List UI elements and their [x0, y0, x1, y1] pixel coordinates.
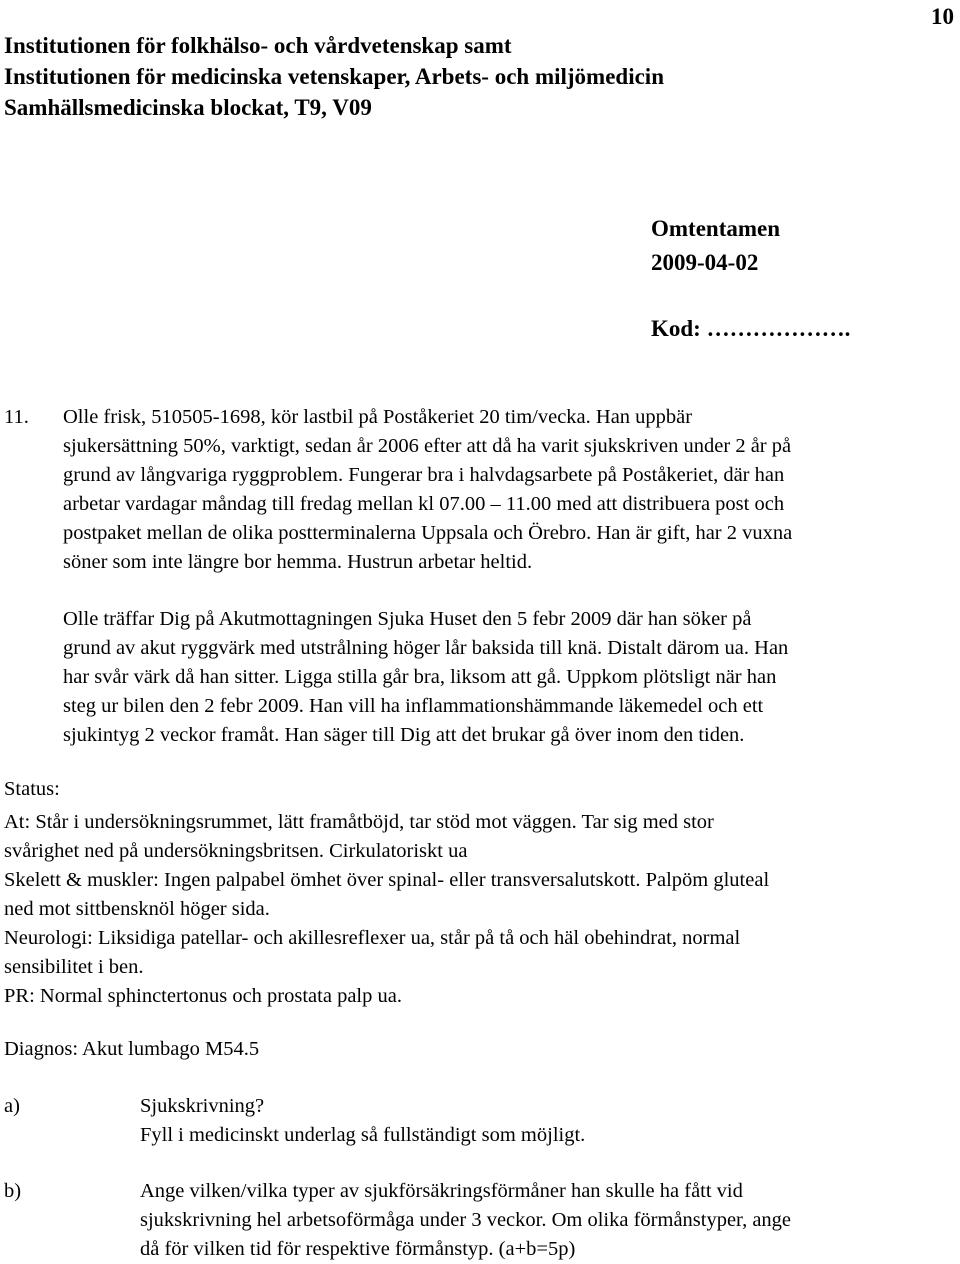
subquestion-a-label: a) [4, 1095, 20, 1117]
question-intro-line: arbetar vardagar måndag till fredag mellan kl 07.00 – 11.00 med att distribuera post och [63, 493, 785, 515]
subquestion-b-text [140, 1177, 955, 1264]
question-intro-line: Olle frisk, 510505-1698, kör lastbil på Poståkeriet 20 tim/vecka. Han uppbär [63, 406, 693, 428]
subquestion-a-text [140, 1092, 955, 1150]
status-line: PR: Normal sphinctertonus och prostata palp ua. [4, 985, 402, 1007]
subquestion-line: sjukskrivning hel arbetsoförmåga under 3 veckor. Om olika förmånstyper, ange [140, 1209, 792, 1231]
question-visit-line: steg ur bilen den 2 febr 2009. Han vill ha inflammationshämmande läkemedel och ett [63, 695, 764, 717]
header-institution-1: Institutionen för folkhälso- och vårdvetenskap samt [4, 33, 512, 58]
exam-title: Omtentamen [651, 216, 781, 241]
status-line: Neurologi: Liksidiga patellar- och akillesreflexer ua, står på tå och häl obehindrat, normal [4, 927, 741, 949]
status-section [4, 775, 954, 1011]
question-visit-line: har svår värk då han sitter. Ligga stilla går bra, liksom att gå. Uppkom plötsligt när han [63, 666, 777, 688]
question-number: 11. [4, 406, 29, 428]
exam-date: 2009-04-02 [651, 250, 759, 275]
question-visit-paragraph [63, 605, 955, 750]
header-institution-2: Institutionen för medicinska vetenskaper, Arbets- och miljömedicin [4, 64, 664, 89]
question-visit-line: sjukintyg 2 veckor framåt. Han säger till Dig att det brukar gå över inom den tiden. [63, 724, 745, 746]
question-intro-line: sjukersättning 50%, varktigt, sedan år 2006 efter att då ha varit sjukskriven under 2 år på [63, 435, 792, 457]
question-visit-line: Olle träffar Dig på Akutmottagningen Sjuka Huset den 5 febr 2009 där han söker på [63, 608, 752, 630]
status-heading: Status: [4, 778, 60, 800]
status-line: At: Står i undersökningsrummet, lätt framåtböjd, tar stöd mot väggen. Tar sig med stor [4, 811, 714, 833]
question-intro-paragraph [63, 403, 955, 577]
page-number: 10 [931, 4, 954, 29]
question-intro-line: grund av långvariga ryggproblem. Fungerar bra i halvdagsarbete på Poståkeriet, där han [63, 464, 785, 486]
subquestion-b-label: b) [4, 1180, 22, 1202]
status-line: sensibilitet i ben. [4, 956, 144, 978]
question-intro-line: söner som inte längre bor hemma. Hustrun arbetar heltid. [63, 551, 533, 573]
subquestion-line: Fyll i medicinskt underlag så fullständigt som möjligt. [140, 1124, 586, 1146]
subquestion-line: då för vilken tid för respektive förmånstyp. (a+b=5p) [140, 1238, 576, 1260]
header-course: Samhällsmedicinska blockat, T9, V09 [4, 95, 372, 120]
subquestion-line: Sjukskrivning? [140, 1095, 265, 1117]
question-intro-line: postpaket mellan de olika postterminalerna Uppsala och Örebro. Han är gift, har 2 vuxna [63, 522, 793, 544]
question-visit-line: grund av akut ryggvärk med utstrålning höger lår baksida till knä. Distalt därom ua. Han [63, 637, 789, 659]
status-line: ned mot sittbensknöl höger sida. [4, 898, 270, 920]
subquestion-line: Ange vilken/vilka typer av sjukförsäkringsförmåner han skulle ha fått vid [140, 1180, 743, 1202]
status-line: Skelett & muskler: Ingen palpabel ömhet över spinal- eller transversalutskott. Palpöm gluteal [4, 869, 770, 891]
status-line: svårighet ned på undersökningsbritsen. Cirkulatoriskt ua [4, 840, 468, 862]
diagnosis: Diagnos: Akut lumbago M54.5 [4, 1038, 260, 1060]
exam-code-label: Kod: ………………. [651, 316, 851, 341]
